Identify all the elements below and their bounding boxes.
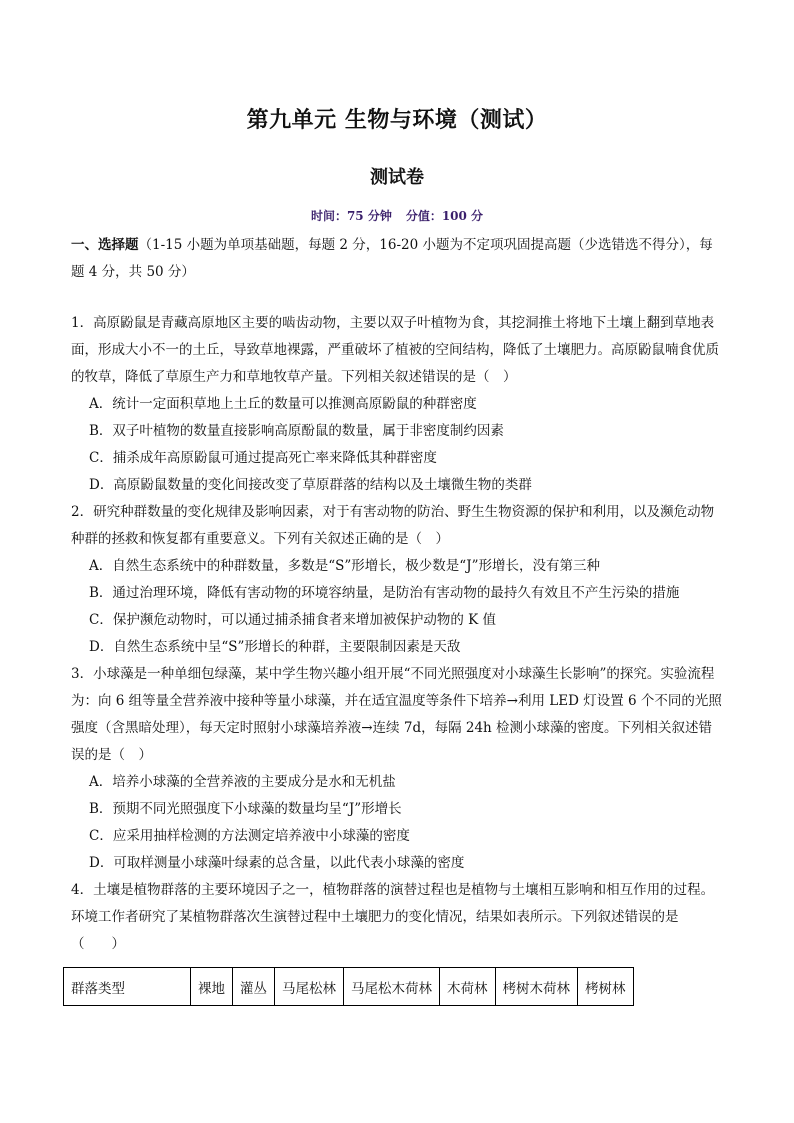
question-2 [71,499,723,661]
table-header-cell: 灌丛 [233,968,275,1006]
option-d: D．自然生态系统中呈“S”形增长的种群，主要限制因素是天敌 [89,639,461,655]
question-1 [71,310,723,499]
option-a: A．自然生态系统中的种群数量，多数是“S”形增长，极少数是“J”形增长，没有第三种 [89,558,601,574]
page-subtitle: 测试卷 [370,167,424,188]
table-row [64,968,634,1006]
option-b: B．双子叶植物的数量直接影响高原酚鼠的数量，属于非密度制约因素 [89,423,504,439]
section-title: 一、选择题 [71,237,139,253]
option-c: C．保护濒危动物时，可以通过捕杀捕食者来增加被保护动物的 K 值 [89,612,496,628]
section-note: （1-15 小题为单项基础题，每题 2 分，16-20 小题为不定项巩固提高题（少选错选不得分），每题 4 分，共 50 分） [71,237,713,280]
question-stem: 4．土壤是植物群落的主要环境因子之一，植物群落的演替过程也是植物与土壤相互影响和相互作用的过程。环境工作者研究了某植物群落次生演替过程中土壤肥力的变化情况，结果如表所示。下列叙述错误的是（ ） [71,882,715,952]
question-list [71,310,723,958]
exam-meta [0,207,794,224]
option-d: D．高原鼢鼠数量的变化间接改变了草原群落的结构以及土壤微生物的类群 [89,477,532,493]
question-stem: 2．研究种群数量的变化规律及影响因素，对于有害动物的防治、野生生物资源的保护和利用，以及濒危动物种群的拯救和恢复都有重要意义。下列有关叙述正确的是（ ） [71,504,715,547]
question-4 [71,877,723,958]
option-d: D．可取样测量小球藻叶绿素的总含量，以此代表小球藻的密度 [89,855,465,871]
total-score: 分值：100 分 [405,209,484,223]
option-a: A．培养小球藻的全营养液的主要成分是水和无机盐 [89,774,396,790]
succession-table [63,967,634,1006]
table-header-cell: 栲树木荷林 [495,968,578,1006]
option-c: C．应采用抽样检测的方法测定培养液中小球藻的密度 [89,828,410,844]
option-a: A．统计一定面积草地上土丘的数量可以推测高原鼢鼠的种群密度 [89,396,477,412]
section-heading [71,232,723,286]
time-limit: 时间：75 分钟 [310,209,392,223]
table-header-cell: 马尾松木荷林 [344,968,440,1006]
question-stem: 3．小球藻是一种单细包绿藻，某中学生物兴趣小组开展“不同光照强度对小球藻生长影响”的探究。实验流程为：向 6 组等量全营养液中接种等量小球藻，并在适宜温度等条件下培养→利用 LED 灯设置 6 个不同的光照强度（含黑暗处理），每天定时照射小球藻培养液→连续 7d，每隔 24h 检测小球藻的密度。下列相关叙述错误的是（ ） [71,666,722,763]
question-3 [71,661,723,877]
table-header-cell: 群落类型 [64,968,191,1006]
option-c: C．捕杀成年高原鼢鼠可通过提高死亡率来降低其种群密度 [89,450,437,466]
table-header-cell: 栲树林 [578,968,634,1006]
option-b: B．通过治理环境，降低有害动物的环境容纳量，是防治有害动物的最持久有效且不产生污染的措施 [89,585,680,601]
table-header-cell: 马尾松林 [275,968,344,1006]
question-stem: 1．高原鼢鼠是青藏高原地区主要的啮齿动物，主要以双子叶植物为食，其挖洞推土将地下土壤上翻到草地表面，形成大小不一的土丘，导致草地裸露，严重破坏了植被的空间结构，降低了土壤肥力。高原鼢鼠喃食优质的牧草，降低了草原生产力和草地牧草产量。下列相关叙述错误的是（ ） [71,315,719,385]
table-header-cell: 木荷林 [440,968,496,1006]
table-header-cell: 裸地 [191,968,233,1006]
page-title: 第九单元 生物与环境（测试） [246,108,548,133]
option-b: B．预期不同光照强度下小球藻的数量均呈“J”形增长 [89,801,402,817]
